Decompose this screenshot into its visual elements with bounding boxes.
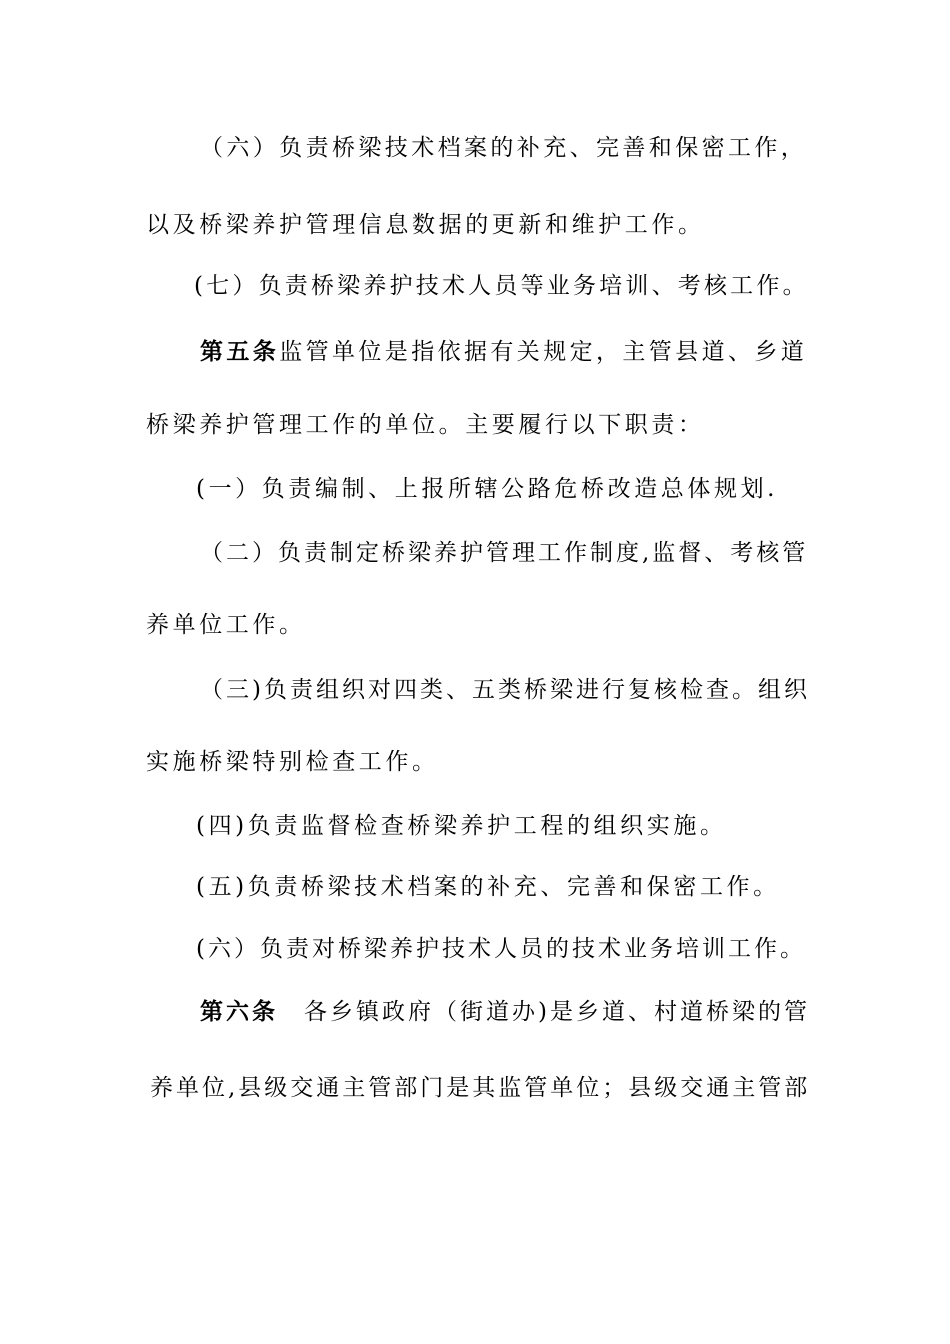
paragraph-line: (一）负责编制、上报所辖公路危桥改造总体规划. (196, 476, 779, 502)
paragraph-line: （六）负责桥梁技术档案的补充、完善和保密工作， (200, 135, 808, 161)
paragraph-line: （二）负责制定桥梁养护管理工作制度,监督、考核管 (200, 540, 809, 566)
paragraph-line: 实施桥梁特别检查工作。 (146, 749, 439, 775)
paragraph-line: 养单位,县级交通主管部门是其监管单位；县级交通主管部 (150, 1075, 811, 1101)
article-text: 各乡镇政府（街道办)是乡道、村道桥梁的管 (304, 999, 810, 1025)
article-label: 第六条 (200, 998, 278, 1025)
article-label: 第五条 (200, 338, 280, 365)
paragraph-line: (五)负责桥梁技术档案的补充、完善和保密工作。 (196, 874, 780, 900)
paragraph-line: (七）负责桥梁养护技术人员等业务培训、考核工作。 (194, 273, 809, 299)
paragraph-line: 养单位工作。 (146, 612, 306, 638)
article-text: 监管单位是指依据有关规定，主管县道、乡道 (279, 339, 808, 365)
paragraph-line: 以及桥梁养护管理信息数据的更新和维护工作。 (146, 212, 705, 238)
paragraph-line: (四)负责监督检查桥梁养护工程的组织实施。 (196, 813, 727, 839)
paragraph-line: 桥梁养护管理工作的单位。主要履行以下职责： (146, 412, 705, 438)
paragraph-line: (六）负责对桥梁养护技术人员的技术业务培训工作。 (196, 936, 806, 962)
article-line (200, 337, 807, 367)
paragraph-line: （三)负责组织对四类、五类桥梁进行复核检查。组织 (200, 677, 810, 703)
article-line (200, 997, 810, 1027)
